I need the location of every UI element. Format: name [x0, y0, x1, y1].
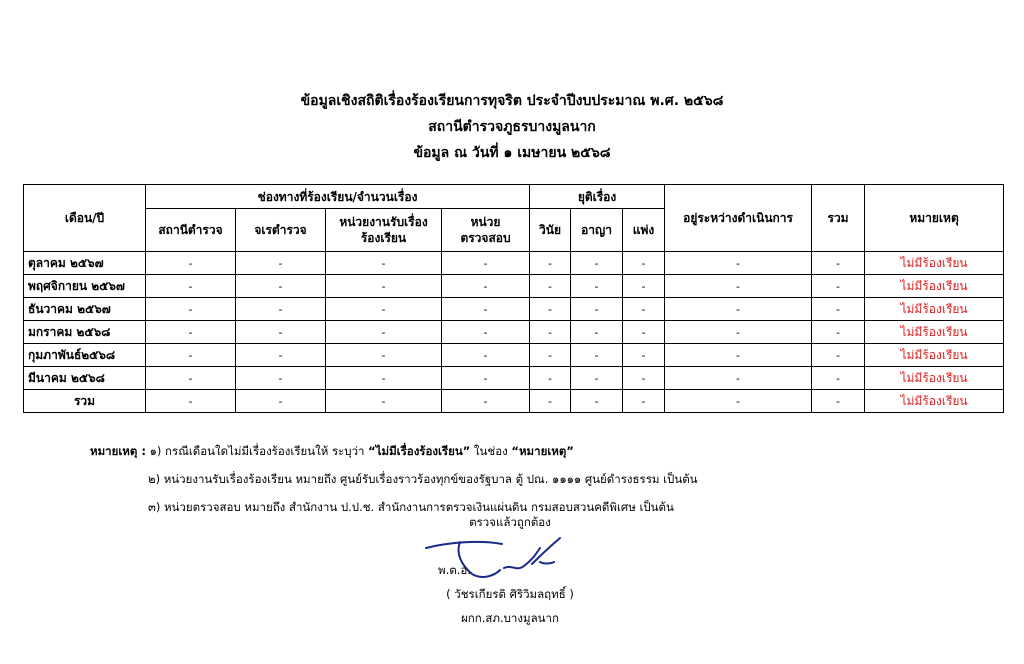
- station-cell: -: [146, 252, 236, 275]
- in-progress-cell: -: [665, 298, 812, 321]
- certified-text: ตรวจแล้วถูกต้อง: [469, 515, 551, 529]
- total-cell: -: [812, 344, 865, 367]
- remark-cell: ไม่มีร้องเรียน: [865, 298, 1004, 321]
- remark-cell: ไม่มีร้องเรียน: [865, 344, 1004, 367]
- criminal-cell: -: [571, 321, 623, 344]
- signature-block: [380, 510, 640, 630]
- total-cell: -: [812, 252, 865, 275]
- signer-position: ผกก.สภ.บางมูลนาก: [461, 611, 559, 625]
- table-row: [24, 275, 1004, 298]
- receiving-agency-cell: -: [326, 321, 442, 344]
- station-cell: -: [146, 298, 236, 321]
- header-receiving-agency-line1: หน่วยงานรับเรื่อง: [339, 215, 428, 229]
- header-discipline: วินัย: [530, 209, 571, 252]
- table-row: [24, 344, 1004, 367]
- note-1: [90, 437, 698, 465]
- note-1-prefix: ๑) กรณีเดือนใดไม่มีเรื่องร้องเรียนให้ ระบุว่า: [149, 444, 369, 458]
- total-cell: -: [812, 275, 865, 298]
- civil-cell: -: [623, 390, 665, 413]
- header-receiving-agency-line2: ร้องเรียน: [360, 231, 407, 245]
- in-progress-cell: -: [665, 390, 812, 413]
- criminal-cell: -: [571, 344, 623, 367]
- criminal-cell: -: [571, 298, 623, 321]
- note-1-quote-no-complaint: “ไม่มีเรื่องร้องเรียน”: [368, 444, 471, 458]
- criminal-cell: -: [571, 252, 623, 275]
- header-civil: แพ่ง: [623, 209, 665, 252]
- receiving-agency-cell: -: [326, 344, 442, 367]
- header-audit-agency-line2: ตรวจสอบ: [460, 231, 511, 245]
- table-row: [24, 252, 1004, 275]
- table-row: [24, 321, 1004, 344]
- in-progress-cell: -: [665, 321, 812, 344]
- audit-agency-cell: -: [442, 321, 530, 344]
- audit-agency-cell: -: [442, 367, 530, 390]
- document-header: [0, 88, 1024, 166]
- receiving-agency-cell: -: [326, 252, 442, 275]
- header-audit-agency: [442, 209, 530, 252]
- total-cell: -: [812, 390, 865, 413]
- civil-cell: -: [623, 298, 665, 321]
- in-progress-cell: -: [665, 344, 812, 367]
- discipline-cell: -: [530, 298, 571, 321]
- header-total: รวม: [812, 185, 865, 252]
- audit-agency-cell: -: [442, 344, 530, 367]
- receiving-agency-cell: -: [326, 298, 442, 321]
- note-1-middle: ในช่อง: [470, 444, 512, 458]
- audit-agency-cell: -: [442, 252, 530, 275]
- receiving-agency-cell: -: [326, 367, 442, 390]
- month-cell: ตุลาคม ๒๕๖๗: [24, 252, 146, 275]
- signer-rank: พ.ต.อ.: [438, 563, 471, 577]
- header-remark: หมายเหตุ: [865, 185, 1004, 252]
- month-cell: กุมภาพันธ์๒๕๖๘: [24, 344, 146, 367]
- table-row: [24, 298, 1004, 321]
- in-progress-cell: -: [665, 252, 812, 275]
- header-audit-agency-line1: หน่วย: [470, 215, 501, 229]
- in-progress-cell: -: [665, 275, 812, 298]
- total-label-cell: รวม: [24, 390, 146, 413]
- header-in-progress: อยู่ระหว่างดำเนินการ: [665, 185, 812, 252]
- audit-agency-cell: -: [442, 275, 530, 298]
- note-1-quote-remark: “หมายเหตุ”: [511, 444, 574, 458]
- station-cell: -: [146, 390, 236, 413]
- remark-cell: ไม่มีร้องเรียน: [865, 275, 1004, 298]
- civil-cell: -: [623, 275, 665, 298]
- signer-name: ( วัชรเกียรติ ศิริวิมลฤทธิ์ ): [446, 587, 574, 601]
- complaint-statistics-table: [23, 184, 1004, 413]
- criminal-cell: -: [571, 275, 623, 298]
- page-title: ข้อมูลเชิงสถิติเรื่องร้องเรียนการทุจริต ประจำปีงบประมาณ พ.ศ. ๒๕๖๘: [300, 93, 724, 109]
- remark-cell: ไม่มีร้องเรียน: [865, 367, 1004, 390]
- in-progress-cell: -: [665, 367, 812, 390]
- header-channels: ช่องทางที่ร้องเรียน/จำนวนเรื่อง: [146, 185, 530, 209]
- notes-section: [90, 437, 698, 521]
- police-command-cell: -: [236, 344, 326, 367]
- header-police-command: จเรตำรวจ: [236, 209, 326, 252]
- criminal-cell: -: [571, 390, 623, 413]
- total-cell: -: [812, 367, 865, 390]
- police-command-cell: -: [236, 367, 326, 390]
- discipline-cell: -: [530, 275, 571, 298]
- receiving-agency-cell: -: [326, 275, 442, 298]
- month-cell: มกราคม ๒๕๖๘: [24, 321, 146, 344]
- station-cell: -: [146, 321, 236, 344]
- criminal-cell: -: [571, 367, 623, 390]
- note-3: ๓) หน่วยตรวจสอบ หมายถึง สำนักงาน ป.ป.ช. สำนักงานการตรวจเงินแผ่นดิน กรมสอบสวนคดีพิเศษ เป็นต้น: [148, 500, 674, 514]
- discipline-cell: -: [530, 321, 571, 344]
- station-cell: -: [146, 275, 236, 298]
- discipline-cell: -: [530, 344, 571, 367]
- discipline-cell: -: [530, 252, 571, 275]
- police-command-cell: -: [236, 298, 326, 321]
- header-criminal: อาญา: [571, 209, 623, 252]
- month-cell: มีนาคม ๒๕๖๘: [24, 367, 146, 390]
- note-2: ๒) หน่วยงานรับเรื่องร้องเรียน หมายถึง ศูนย์รับเรื่องราวร้องทุกข์ของรัฐบาล ตู้ ปณ. ๑๑๑๑ ศูนย์ดำรงธรรม เป็นต้น: [148, 472, 698, 486]
- police-command-cell: -: [236, 390, 326, 413]
- notes-label: หมายเหตุ :: [90, 444, 146, 458]
- header-resolved: ยุติเรื่อง: [530, 185, 665, 209]
- receiving-agency-cell: -: [326, 390, 442, 413]
- header-station: สถานีตำรวจ: [146, 209, 236, 252]
- header-month: เดือน/ปี: [24, 185, 146, 252]
- station-cell: -: [146, 367, 236, 390]
- civil-cell: -: [623, 321, 665, 344]
- remark-cell: ไม่มีร้องเรียน: [865, 390, 1004, 413]
- police-command-cell: -: [236, 252, 326, 275]
- civil-cell: -: [623, 252, 665, 275]
- civil-cell: -: [623, 367, 665, 390]
- remark-cell: ไม่มีร้องเรียน: [865, 321, 1004, 344]
- data-date: ข้อมูล ณ วันที่ ๑ เมษายน ๒๕๖๘: [413, 145, 611, 161]
- table-row: [24, 367, 1004, 390]
- station-name: สถานีตำรวจภูธรบางมูลนาก: [428, 119, 596, 135]
- month-cell: พฤศจิกายน ๒๕๖๗: [24, 275, 146, 298]
- remark-cell: ไม่มีร้องเรียน: [865, 252, 1004, 275]
- month-cell: ธันวาคม ๒๕๖๗: [24, 298, 146, 321]
- total-cell: -: [812, 298, 865, 321]
- civil-cell: -: [623, 344, 665, 367]
- police-command-cell: -: [236, 275, 326, 298]
- table-total-row: [24, 390, 1004, 413]
- station-cell: -: [146, 344, 236, 367]
- police-command-cell: -: [236, 321, 326, 344]
- discipline-cell: -: [530, 390, 571, 413]
- total-cell: -: [812, 321, 865, 344]
- header-receiving-agency: [326, 209, 442, 252]
- audit-agency-cell: -: [442, 390, 530, 413]
- discipline-cell: -: [530, 367, 571, 390]
- audit-agency-cell: -: [442, 298, 530, 321]
